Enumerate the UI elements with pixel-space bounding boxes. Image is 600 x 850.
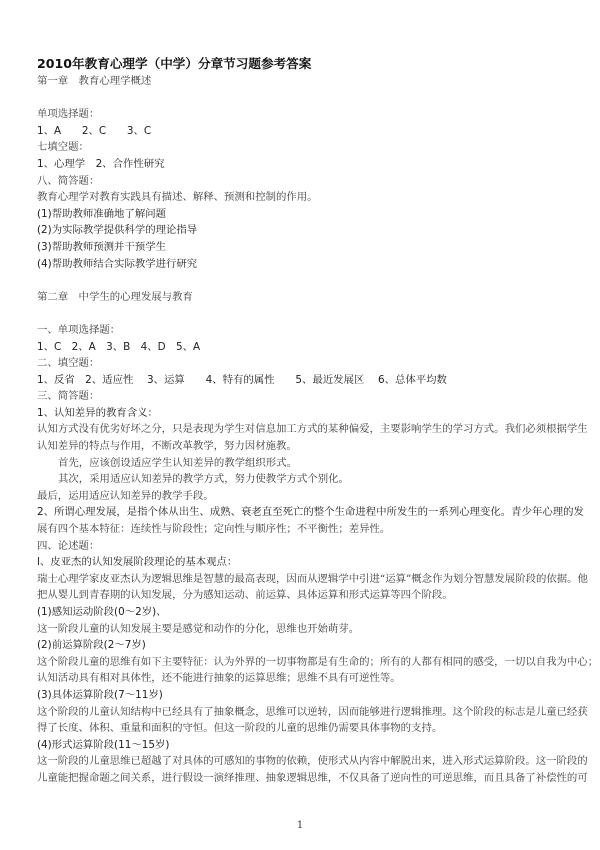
section-heading: 四、论述题： xyxy=(37,539,100,552)
blank-line xyxy=(37,305,577,322)
text-line: 得了长度、体积、重量和面积的守恒。但这一阶段的儿童的思维仍需要具体事物的支持。 xyxy=(37,722,443,735)
text-line: 2、所谓心理发展，是指个体从出生、成熟、衰老直至死亡的整个生命进程中所发生的一系列心理变化。青少年心理的发 xyxy=(37,506,584,519)
section-heading: 七填空题： xyxy=(37,141,89,154)
text-line: (4)帮助教师结合实际教学进行研究 xyxy=(37,257,198,270)
section-heading: 三、简答题： xyxy=(37,390,100,403)
text-line: 认知差异的特点与作用，不断改革教学，努力因材施教。 xyxy=(37,440,297,453)
text-line: 瑞士心理学家皮亚杰认为逻辑思维是智慧的最高表现，因而从逻辑学中引进“运算”概念作为划分智慧发展阶段的依据。他 xyxy=(37,572,588,585)
text-line: (1)帮助教师准确地了解问题 xyxy=(37,207,167,220)
text-line: (2)前运算阶段(2～7岁) xyxy=(37,639,146,652)
text-line: 最后，运用适应认知差异的教学手段。 xyxy=(37,489,214,502)
blank-line xyxy=(37,272,577,289)
chapter-heading: 第二章 中学生的心理发展与教育 xyxy=(37,290,193,303)
text-line: 1、心理学 2、合作性研究 xyxy=(37,157,165,170)
page-number: 1 xyxy=(296,820,304,831)
text-line: 其次，采用适应认知差异的教学方式，努力使教学方式个别化。 xyxy=(58,473,349,486)
text-line: (3)具体运算阶段(7～11岁) xyxy=(37,688,163,701)
text-line: l、皮亚杰的认知发展阶段理论的基本观点： xyxy=(37,556,238,569)
text-line: 首先，应该创设适应学生认知差异的教学组织形式。 xyxy=(58,456,297,469)
document-page xyxy=(37,55,599,787)
text-line: (2)为实际教学提供科学的理论指导 xyxy=(37,224,198,237)
text-line: 这一阶段的儿童思维已超越了对具体的可感知的事物的依赖，使形式从内容中解脱出来，进入形式运算阶段。这一阶段的 xyxy=(37,755,588,768)
section-heading: 八、简答题： xyxy=(37,174,100,187)
section-heading: 二、填空题： xyxy=(37,357,100,370)
text-line: 展有四个基本特征：连续性与阶段性；定向性与顺序性；不平衡性；差异性。 xyxy=(37,523,391,536)
section-heading: 一、单项选择题： xyxy=(37,323,121,336)
blank-line xyxy=(37,90,577,107)
text-line: (1)感知运动阶段(0～2岁)、 xyxy=(37,606,167,618)
text-line: 认知活动具有相对具体性，还不能进行抽象的运算思维；思维不具有可逆性等。 xyxy=(37,672,401,685)
text-line: 这个阶段儿童的思维有如下主要特征：认为外界的一切事物都是有生命的；所有的人都有相同的感受，一切以自我为中心； xyxy=(37,655,599,668)
text-line: 把从婴儿到青春期的认知发展，分为感知运动、前运算、具体运算和形式运算等四个阶段。 xyxy=(37,589,453,602)
text-line: 这一阶段儿童的认知发展主要是感觉和动作的分化，思维也开始萌芽。 xyxy=(37,622,360,635)
text-line: 1、认知差异的教育含义： xyxy=(37,406,158,419)
document-title: 2010年教育心理学（中学）分章节习题参考答案 xyxy=(37,56,312,71)
document-body xyxy=(37,73,599,787)
text-line: (3)帮助教师预测并干预学生 xyxy=(37,240,167,253)
text-line: 1、A 2、C 3、C xyxy=(37,124,152,137)
text-line: 这个阶段的儿童认知结构中已经具有了抽象概念，思维可以逆转，因而能够进行逻辑推理。这个阶段的标志是儿童已经获 xyxy=(37,705,588,718)
text-line: 1、反省 2、适应性 3、运算 4、特有的属性 5、最近发展区 6、总体平均数 xyxy=(37,373,447,386)
text-line: 1、C 2、A 3、B 4、D 5、A xyxy=(37,340,201,353)
chapter-heading: 第一章 教育心理学概述 xyxy=(37,75,152,87)
text-line: (4)形式运算阶段(11～15岁) xyxy=(37,738,170,751)
section-heading: 单项选择题： xyxy=(37,108,100,121)
text-line: 认知方式没有优劣好坏之分，只是表现为学生对信息加工方式的某种偏爱，主要影响学生的学习方式。我们必须根据学生 xyxy=(37,423,588,436)
text-line: 儿童能把握命题之间关系，进行假设一演绎推理、抽象逻辑思维，不仅具备了逆向性的可逆思维，而且具备了补偿性的可 xyxy=(37,771,588,784)
text-line: 教育心理学对教育实践具有描述、解释、预测和控制的作用。 xyxy=(37,191,318,204)
